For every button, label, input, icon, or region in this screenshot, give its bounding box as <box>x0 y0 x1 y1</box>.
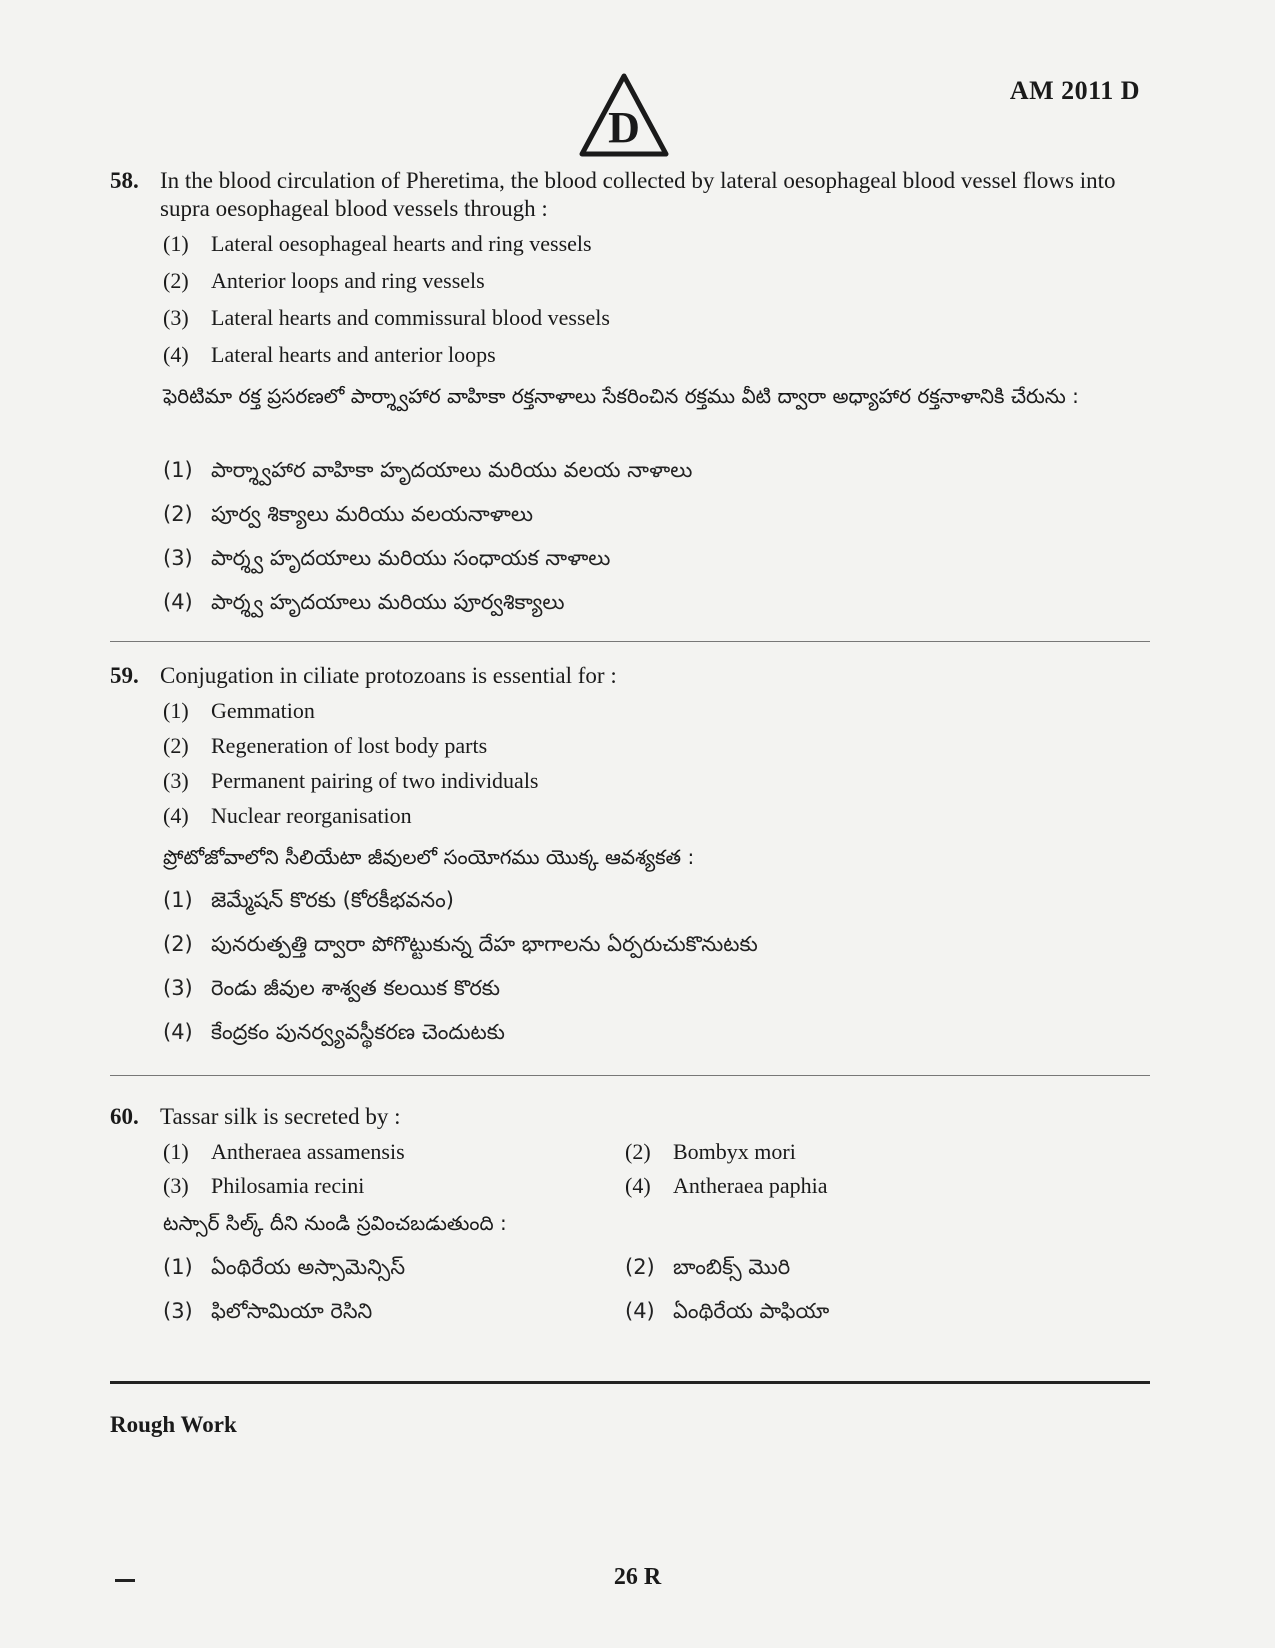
option-text: ఏంథిరేయ అస్సామెన్సిస్ <box>211 1255 406 1279</box>
option-number: (2) <box>163 268 189 293</box>
option-number: (1) <box>163 1139 189 1164</box>
option-en <box>625 1139 796 1165</box>
option-number: (3) <box>163 768 189 793</box>
question-stem-te: టస్సార్ సిల్క్ దీని నుండి స్రవించబడుతుంది : <box>163 1211 507 1235</box>
series-letter: D <box>608 103 640 152</box>
option-text: Permanent pairing of two individuals <box>211 768 539 793</box>
option-text: Philosamia recini <box>211 1173 365 1198</box>
question-divider <box>110 1075 1150 1076</box>
option-en <box>163 768 539 794</box>
option-number: (2) <box>625 1139 651 1164</box>
option-number: (3) <box>163 305 189 330</box>
option-text: పార్శ్వాహార వాహికా హృదయాలు మరియు వలయ నాళాలు <box>211 458 693 482</box>
option-text: జెమ్మేషన్ కొరకు (కోరకీభవనం) <box>211 888 454 912</box>
option-text: కేంద్రకం పునర్వ్యవస్థీకరణ చెందుటకు <box>211 1020 505 1044</box>
option-number: (3) <box>163 546 193 570</box>
option-text: Nuclear reorganisation <box>211 803 412 828</box>
option-en <box>163 1173 364 1199</box>
option-en <box>163 231 592 257</box>
option-en <box>163 733 487 759</box>
option-text: Lateral hearts and anterior loops <box>211 342 496 367</box>
question-59 <box>110 662 1150 690</box>
question-number: 58. <box>110 168 139 193</box>
question-stem-en: Tassar silk is secreted by : <box>160 1104 401 1129</box>
option-en <box>163 268 485 294</box>
question-divider <box>110 641 1150 642</box>
option-number: (2) <box>625 1255 655 1279</box>
option-number: (4) <box>625 1173 651 1198</box>
option-number: (3) <box>163 1173 189 1198</box>
option-text: ఏంథిరేయ పాఫియా <box>673 1299 830 1323</box>
option-en <box>625 1173 828 1199</box>
option-number: (4) <box>163 803 189 828</box>
option-text: Bombyx mori <box>673 1139 796 1164</box>
option-text: Lateral hearts and commissural blood vessels <box>211 305 610 330</box>
option-number: (2) <box>163 733 189 758</box>
option-number: (3) <box>163 976 193 1000</box>
page-number: 26 R <box>613 1564 662 1590</box>
question-stem-te: ఫెరిటిమా రక్త ప్రసరణలో పార్శ్వాహార వాహికా రక్తనాళాలు సేకరించిన రక్తము వీటి ద్వారా అధ్యాహార రక్తనాళానికి చేరును : <box>163 384 1079 408</box>
option-number: (1) <box>163 458 193 482</box>
rough-work-heading: Rough Work <box>110 1412 237 1437</box>
option-number: (4) <box>163 590 193 614</box>
option-number: (1) <box>163 698 189 723</box>
question-58 <box>110 167 1150 223</box>
option-text: పూర్వ శిక్యాలు మరియు వలయనాళాలు <box>211 502 534 526</box>
option-te <box>163 1299 372 1329</box>
question-stem-en: Conjugation in ciliate protozoans is essential for : <box>160 663 617 688</box>
option-te <box>163 458 692 488</box>
option-te <box>163 888 454 918</box>
option-number: (1) <box>163 888 193 912</box>
option-number: (1) <box>163 1255 193 1279</box>
option-number: (4) <box>163 1020 193 1044</box>
option-number: (1) <box>163 231 189 256</box>
option-text: పార్శ్వ హృదయాలు మరియు పూర్వశిక్యాలు <box>211 590 565 614</box>
series-d-triangle-icon <box>578 72 670 158</box>
question-number: 60. <box>110 1104 139 1129</box>
option-text: బాంబిక్స్ మొరి <box>673 1255 791 1279</box>
option-te <box>163 1255 405 1285</box>
option-te <box>163 590 564 620</box>
option-en <box>163 305 610 331</box>
option-te <box>625 1255 790 1285</box>
option-te <box>163 932 758 962</box>
option-te <box>163 976 500 1006</box>
option-text: పార్శ్వ హృదయాలు మరియు సంధాయక నాళాలు <box>211 546 611 570</box>
option-text: Antheraea assamensis <box>211 1139 405 1164</box>
option-en <box>163 803 412 829</box>
option-text: Lateral oesophageal hearts and ring vessels <box>211 231 592 256</box>
option-en <box>163 698 315 724</box>
option-en <box>163 1139 405 1165</box>
option-te <box>163 502 533 532</box>
option-en <box>163 342 496 368</box>
option-te <box>625 1299 829 1329</box>
option-number: (3) <box>163 1299 193 1323</box>
option-number: (2) <box>163 502 193 526</box>
option-text: Anterior loops and ring vessels <box>211 268 485 293</box>
option-text: Regeneration of lost body parts <box>211 733 488 758</box>
option-number: (2) <box>163 932 193 956</box>
section-divider <box>110 1381 1150 1384</box>
option-text: ఫిలోసామియా రెసిని <box>211 1299 373 1323</box>
paper-code: AM 2011 D <box>1009 76 1140 105</box>
option-text: పునరుత్పత్తి ద్వారా పోగొట్టుకున్న దేహ భాగాలను ఏర్పరుచుకొనుటకు <box>211 932 758 956</box>
option-number: (4) <box>625 1299 655 1323</box>
question-number: 59. <box>110 663 139 688</box>
option-number: (4) <box>163 342 189 367</box>
option-text: Gemmation <box>211 698 315 723</box>
option-text: రెండు జీవుల శాశ్వత కలయిక కొరకు <box>211 976 501 1000</box>
question-stem-te: ప్రోటోజోవాలోని సీలియేటా జీవులలో సంయోగము యొక్క ఆవశ్యకత : <box>163 845 695 869</box>
question-stem-en: In the blood circulation of Pheretima, the blood collected by lateral oesophageal blood vessel flows into supra oesophageal blood vessels through : <box>160 168 1116 221</box>
option-te <box>163 1020 505 1050</box>
question-60 <box>110 1103 1150 1131</box>
option-te <box>163 546 610 576</box>
option-text: Antheraea paphia <box>673 1173 828 1198</box>
